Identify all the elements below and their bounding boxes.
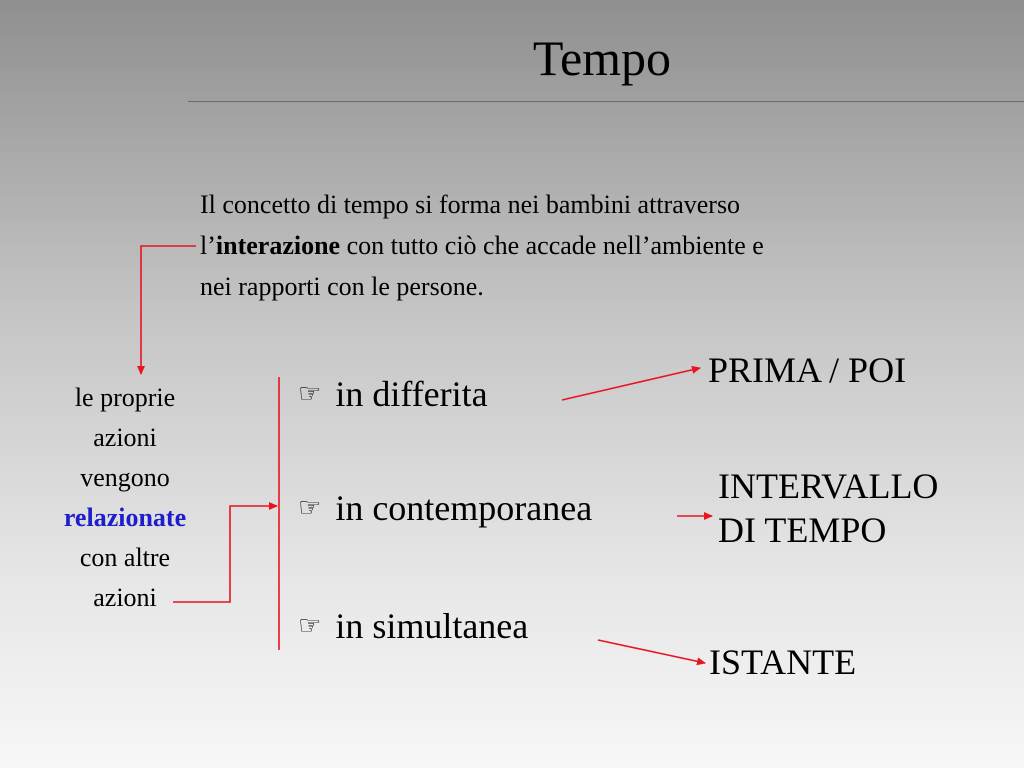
pointing-hand-icon: ☞ [298, 379, 322, 409]
intro-bold-term: interazione [215, 231, 341, 260]
intro-line-3: nei rapporti con le persone. [200, 272, 484, 301]
intro-prefix: l’ [200, 231, 216, 260]
result-intervallo-line-2: DI TEMPO [718, 510, 887, 550]
left-line-3: vengono [80, 463, 170, 492]
item-label: in differita [335, 374, 488, 414]
arrow-differita [562, 368, 700, 400]
left-line-1: le proprie [74, 383, 176, 412]
item-label: in contemporanea [335, 488, 593, 528]
intro-suffix: con tutto ciò che accade nell’ambiente e [340, 231, 764, 260]
left-line-6: azioni [93, 583, 157, 612]
left-to-bracket-connector [173, 506, 277, 602]
left-line-5: con altre [79, 543, 171, 572]
intro-to-left-connector [141, 246, 196, 374]
result-intervallo-line-1: INTERVALLO [718, 466, 939, 506]
left-line-2: azioni [93, 423, 157, 452]
arrow-simultanea [598, 640, 705, 663]
item-label: in simultanea [335, 606, 529, 646]
pointing-hand-icon: ☞ [298, 493, 322, 523]
result-prima-poi: PRIMA / POI [708, 350, 907, 390]
slide-title: Tempo [532, 30, 672, 86]
pointing-hand-icon: ☞ [298, 611, 322, 641]
intro-line-1: Il concetto di tempo si forma nei bambini attraverso [200, 190, 741, 219]
left-highlight: relazionate [63, 503, 187, 532]
result-istante: ISTANTE [709, 642, 857, 682]
